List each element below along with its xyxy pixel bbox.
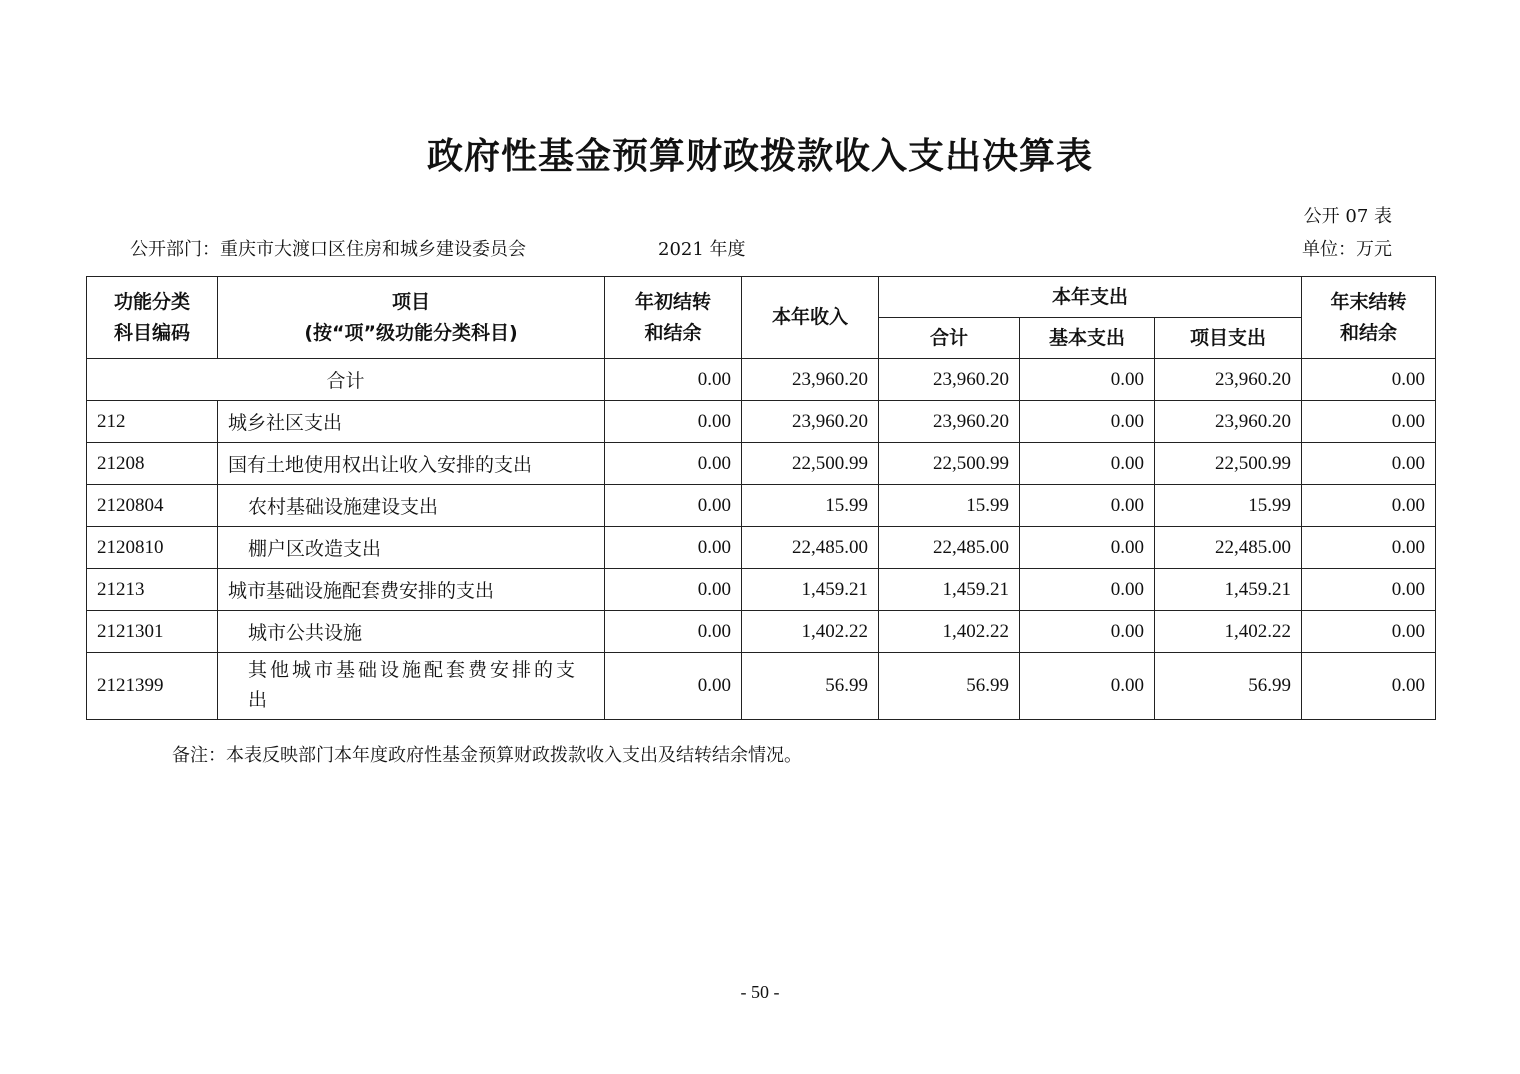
row-expense-basic: 0.00 xyxy=(1020,611,1155,653)
row-expense-project: 1,459.21 xyxy=(1155,569,1302,611)
row-begin: 0.00 xyxy=(605,569,742,611)
row-name: 城市基础设施配套费安排的支出 xyxy=(218,569,605,611)
row-end: 0.00 xyxy=(1302,527,1436,569)
row-expense-total: 15.99 xyxy=(879,485,1020,527)
header-code xyxy=(87,277,218,359)
page-number: - 50 - xyxy=(740,982,780,1002)
row-expense-basic: 0.00 xyxy=(1020,569,1155,611)
row-end: 0.00 xyxy=(1302,611,1436,653)
row-code: 212 xyxy=(87,401,218,443)
row-code: 21208 xyxy=(87,443,218,485)
table-row xyxy=(87,653,1436,720)
row-expense-project: 22,500.99 xyxy=(1155,443,1302,485)
total-begin: 0.00 xyxy=(605,359,742,401)
row-begin: 0.00 xyxy=(605,401,742,443)
total-expense-basic: 0.00 xyxy=(1020,359,1155,401)
table-row xyxy=(87,485,1436,527)
total-income: 23,960.20 xyxy=(742,359,879,401)
header-item xyxy=(218,277,605,359)
row-income: 22,500.99 xyxy=(742,443,879,485)
row-code: 2120804 xyxy=(87,485,218,527)
row-expense-total: 22,500.99 xyxy=(879,443,1020,485)
row-income: 23,960.20 xyxy=(742,401,879,443)
table-row xyxy=(87,611,1436,653)
row-income: 22,485.00 xyxy=(742,527,879,569)
row-code: 21213 xyxy=(87,569,218,611)
budget-table xyxy=(86,276,1436,720)
row-name: 国有土地使用权出让收入安排的支出 xyxy=(218,443,605,485)
row-code: 2121301 xyxy=(87,611,218,653)
row-expense-total: 23,960.20 xyxy=(879,401,1020,443)
table-row xyxy=(87,527,1436,569)
header-begin-line1: 年初结转 xyxy=(634,290,711,313)
row-end: 0.00 xyxy=(1302,653,1436,720)
row-expense-project: 1,402.22 xyxy=(1155,611,1302,653)
header-begin-line2: 和结余 xyxy=(644,321,702,344)
header-expense-group: 本年支出 xyxy=(879,277,1302,318)
header-expense-total: 合计 xyxy=(879,318,1020,359)
row-end: 0.00 xyxy=(1302,443,1436,485)
header-begin-balance xyxy=(605,277,742,359)
row-name: 其他城市基础设施配套费安排的支出 xyxy=(218,653,605,720)
row-income: 1,402.22 xyxy=(742,611,879,653)
row-begin: 0.00 xyxy=(605,611,742,653)
total-row xyxy=(87,359,1436,401)
row-code: 2121399 xyxy=(87,653,218,720)
header-end-balance xyxy=(1302,277,1436,359)
footnote: 备注：本表反映部门本年度政府性基金预算财政拨款收入支出及结转结余情况。 xyxy=(172,745,802,766)
row-expense-basic: 0.00 xyxy=(1020,443,1155,485)
page-title: 政府性基金预算财政拨款收入支出决算表 xyxy=(426,136,1093,177)
row-name: 城乡社区支出 xyxy=(218,401,605,443)
header-income: 本年收入 xyxy=(742,277,879,359)
department-label: 公开部门：重庆市大渡口区住房和城乡建设委员会 xyxy=(130,239,526,260)
row-expense-total: 1,402.22 xyxy=(879,611,1020,653)
row-begin: 0.00 xyxy=(605,485,742,527)
row-expense-project: 15.99 xyxy=(1155,485,1302,527)
row-end: 0.00 xyxy=(1302,485,1436,527)
table-row xyxy=(87,569,1436,611)
header-end-line1: 年末结转 xyxy=(1330,290,1407,313)
header-code-line1: 功能分类 xyxy=(113,290,190,313)
row-begin: 0.00 xyxy=(605,443,742,485)
header-code-line2: 科目编码 xyxy=(113,321,190,344)
row-name: 棚户区改造支出 xyxy=(218,527,605,569)
header-expense-project: 项目支出 xyxy=(1155,318,1302,359)
row-expense-total: 1,459.21 xyxy=(879,569,1020,611)
total-expense-project: 23,960.20 xyxy=(1155,359,1302,401)
unit-label: 单位：万元 xyxy=(1302,239,1392,260)
row-expense-basic: 0.00 xyxy=(1020,653,1155,720)
row-expense-basic: 0.00 xyxy=(1020,485,1155,527)
row-expense-basic: 0.00 xyxy=(1020,401,1155,443)
header-end-line2: 和结余 xyxy=(1340,321,1398,344)
total-label: 合计 xyxy=(87,359,605,401)
total-expense-total: 23,960.20 xyxy=(879,359,1020,401)
row-expense-project: 23,960.20 xyxy=(1155,401,1302,443)
header-item-line2: (按“项”级功能分类科目) xyxy=(304,321,518,344)
row-code: 2120810 xyxy=(87,527,218,569)
row-expense-basic: 0.00 xyxy=(1020,527,1155,569)
table-number: 公开 07 表 xyxy=(1303,206,1392,227)
row-expense-project: 56.99 xyxy=(1155,653,1302,720)
row-income: 1,459.21 xyxy=(742,569,879,611)
row-expense-project: 22,485.00 xyxy=(1155,527,1302,569)
row-end: 0.00 xyxy=(1302,569,1436,611)
row-expense-total: 22,485.00 xyxy=(879,527,1020,569)
row-begin: 0.00 xyxy=(605,653,742,720)
header-expense-basic: 基本支出 xyxy=(1020,318,1155,359)
row-income: 15.99 xyxy=(742,485,879,527)
header-item-line1: 项目 xyxy=(391,290,430,313)
row-name: 城市公共设施 xyxy=(218,611,605,653)
row-end: 0.00 xyxy=(1302,401,1436,443)
row-expense-total: 56.99 xyxy=(879,653,1020,720)
fiscal-year: 2021 年度 xyxy=(658,239,746,260)
row-name: 农村基础设施建设支出 xyxy=(218,485,605,527)
table-row xyxy=(87,443,1436,485)
row-income: 56.99 xyxy=(742,653,879,720)
table-row xyxy=(87,401,1436,443)
total-end: 0.00 xyxy=(1302,359,1436,401)
row-begin: 0.00 xyxy=(605,527,742,569)
